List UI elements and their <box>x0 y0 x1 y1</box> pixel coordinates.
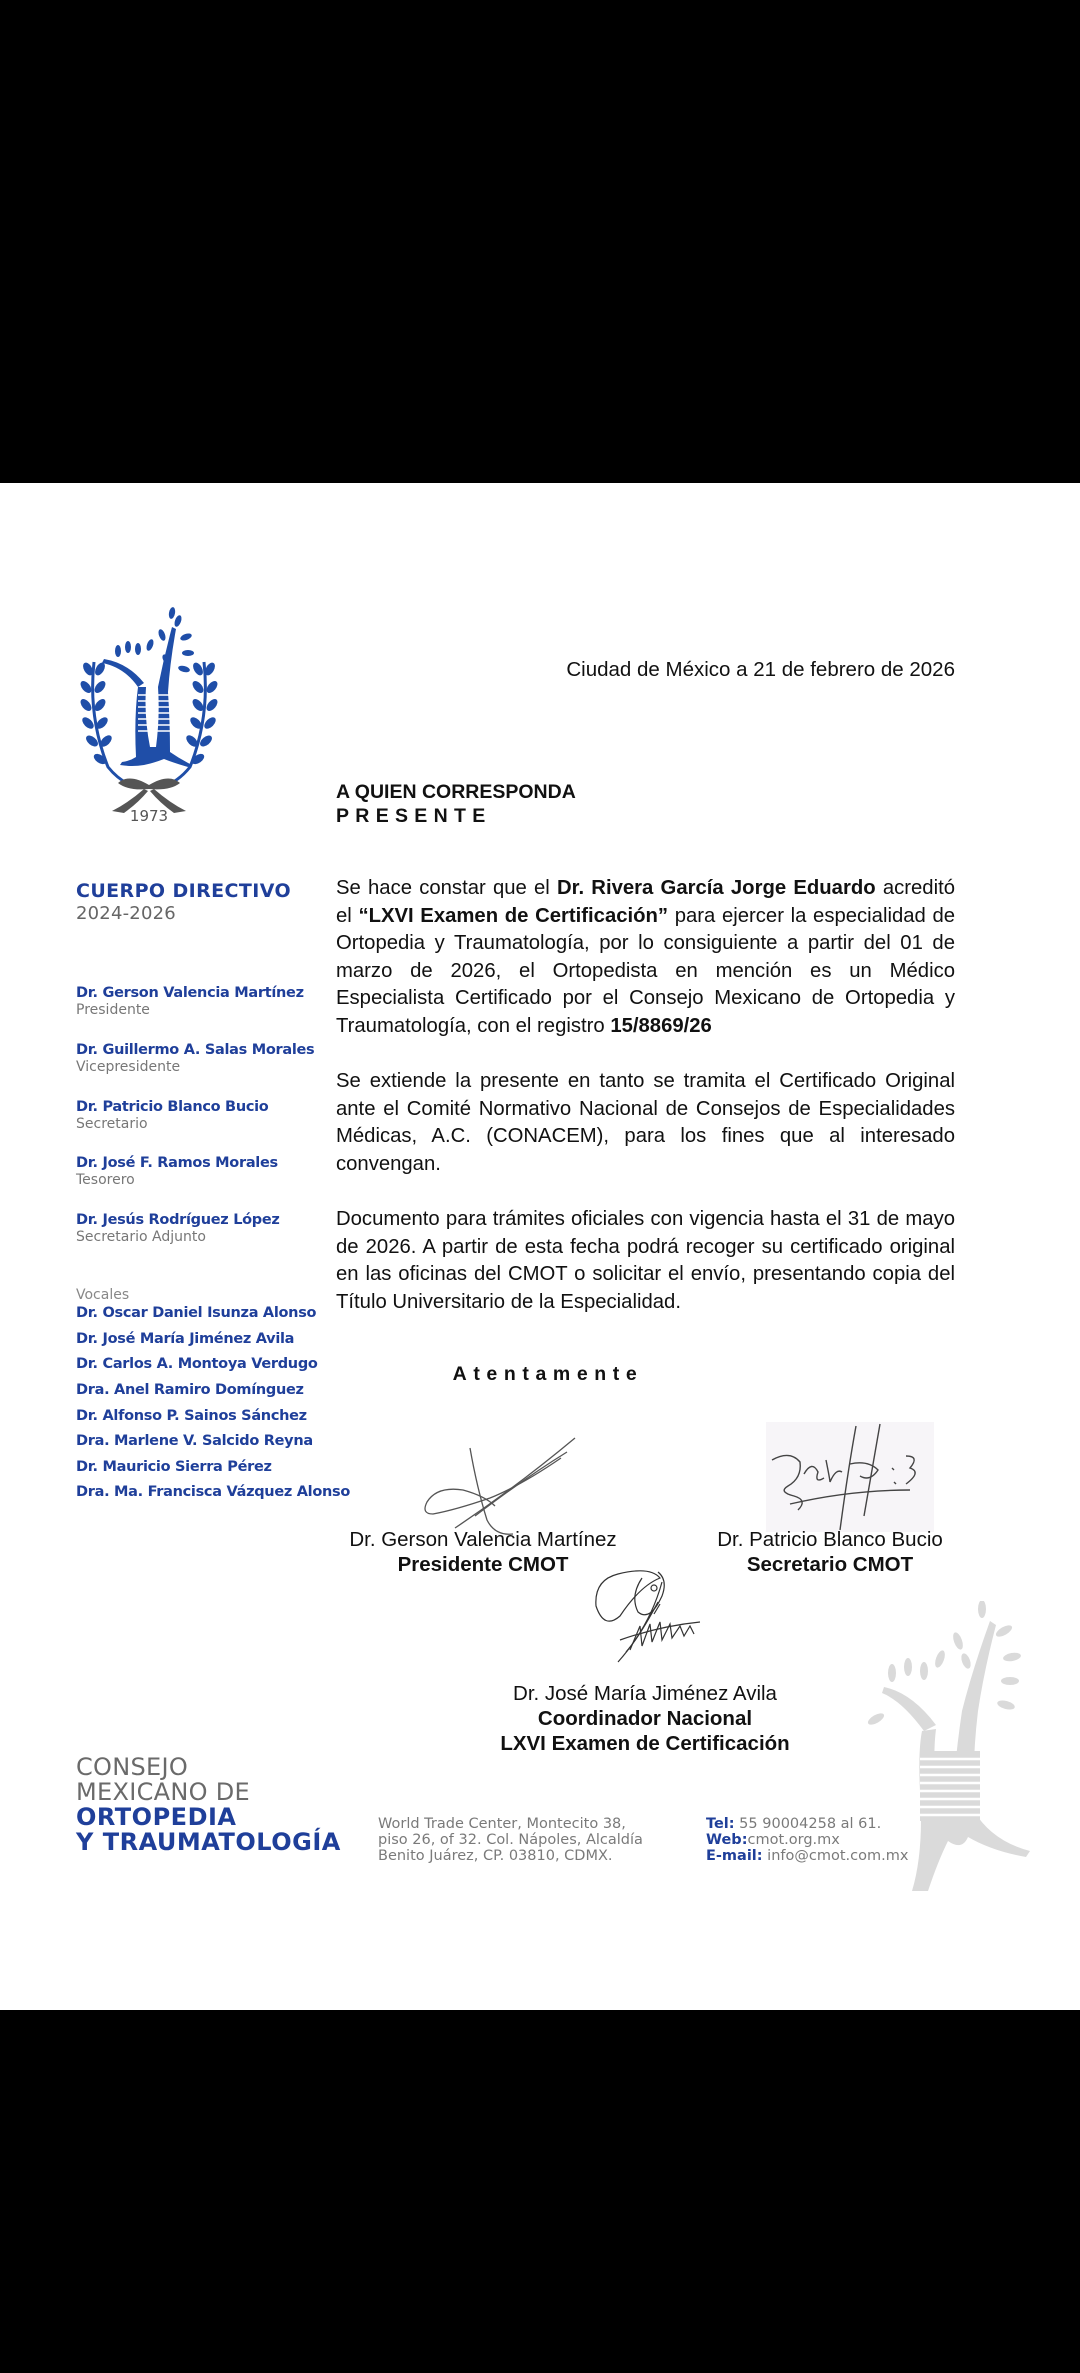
cmot-laurel-tree-logo-icon <box>74 607 224 827</box>
signature-president-icon <box>415 1428 585 1538</box>
vocal-name: Dra. Anel Ramiro Domínguez <box>76 1382 304 1398</box>
contact-tel <box>706 1816 908 1832</box>
addressee-line: A QUIEN CORRESPONDA <box>336 781 576 803</box>
exam-name: “LXVI Examen de Certificación” <box>358 904 669 927</box>
officer-name: Dr. Jesús Rodríguez López <box>76 1212 280 1228</box>
signer-title-2: LXVI Examen de Certificación <box>500 1732 790 1755</box>
signer-president <box>333 1527 633 1577</box>
officer-entry <box>76 1098 268 1133</box>
email-link[interactable]: info@cmot.com.mx <box>762 1848 909 1864</box>
officer-role: Vicepresidente <box>76 1059 181 1075</box>
officer-role: Tesorero <box>76 1172 135 1188</box>
web-link[interactable]: cmot.org.mx <box>747 1832 840 1848</box>
address-line: Benito Juárez, CP. 03810, CDMX. <box>378 1848 613 1864</box>
organization-name-block <box>76 1755 341 1855</box>
officer-entry <box>76 1041 314 1076</box>
tel-value: 55 90004258 al 61. <box>734 1816 882 1832</box>
vocal-name: Dr. Carlos A. Montoya Verdugo <box>76 1356 318 1372</box>
contact-web <box>706 1832 908 1848</box>
org-name-line: MEXICANO DE <box>76 1778 250 1806</box>
officer-name: Dr. José F. Ramos Morales <box>76 1155 278 1171</box>
officer-role: Secretario Adjunto <box>76 1229 206 1245</box>
certification-paragraph <box>336 875 955 1041</box>
vocal-name: Dra. Ma. Francisca Vázquez Alonso <box>76 1484 351 1500</box>
signer-secretary <box>690 1527 970 1577</box>
text: para ejercer la especialidad de Ortopedia y Traumatología, por lo consiguiente a partir del 01 de marzo de 2026, el Ortopedista en mención es un Médico Especialista Certificado por el Consejo Mexicano de Ortopedia y Traumatología, con el registro <box>336 904 955 1037</box>
vocal-name: Dr. Oscar Daniel Isunza Alonso <box>76 1305 317 1321</box>
footer-contact <box>706 1816 908 1864</box>
footer-address <box>378 1816 643 1864</box>
officer-entry <box>76 984 304 1019</box>
officer-entry <box>76 1154 278 1189</box>
addressee-presente: PRESENTE <box>336 805 492 827</box>
org-name-line: Y TRAUMATOLOGÍA <box>76 1828 341 1856</box>
sidebar-title: CUERPO DIRECTIVO <box>76 880 292 902</box>
validity-paragraph: Documento para trámites oficiales con vigencia hasta el 31 de mayo de 2026. A partir de esta fecha podrá recoger su certificado original en las oficinas del CMOT o solicitar el envío, presentando copia del Título Universitario de la Especialidad. <box>336 1208 955 1313</box>
signer-coordinator <box>470 1681 820 1756</box>
sidebar-period: 2024-2026 <box>76 903 176 924</box>
officer-role: Secretario <box>76 1116 148 1132</box>
registration-number: 15/8869/26 <box>610 1014 712 1037</box>
address-line: World Trade Center, Montecito 38, <box>378 1816 626 1832</box>
doctor-name: Dr. Rivera García Jorge Eduardo <box>557 877 876 899</box>
text: Se hace constar que el <box>336 877 558 899</box>
officer-name: Dr. Patricio Blanco Bucio <box>76 1099 269 1115</box>
officer-role: Presidente <box>76 1002 150 1018</box>
email-label: E-mail: <box>706 1848 763 1864</box>
vocal-name: Dr. Alfonso P. Sainos Sánchez <box>76 1408 307 1424</box>
closing-atentamente: Atentamente <box>452 1363 644 1385</box>
letter-date: Ciudad de México a 21 de febrero de 2026 <box>566 658 955 681</box>
signer-title: Secretario CMOT <box>746 1553 914 1576</box>
vocal-name: Dr. José María Jiménez Avila <box>76 1331 295 1347</box>
address-line: piso 26, of 32. Col. Nápoles, Alcaldía <box>378 1832 643 1848</box>
signature-coordinator-icon <box>590 1566 715 1666</box>
svg-text:1973: 1973 <box>129 807 169 825</box>
officer-entry <box>76 1211 280 1246</box>
text: acreditó el <box>336 877 956 927</box>
signer-name: Dr. Patricio Blanco Bucio <box>717 1528 943 1551</box>
conacem-paragraph: Se extiende la presente en tanto se tramita el Certificado Original ante el Comité Normativo Nacional de Consejos de Especialidades Médicas, A.C. (CONACEM), para los fines que al interesado convengan. <box>336 1070 955 1175</box>
signer-title: Coordinador Nacional <box>537 1707 753 1730</box>
org-name-line: CONSEJO <box>76 1753 189 1781</box>
signer-name: Dr. José María Jiménez Avila <box>513 1682 777 1705</box>
officer-name: Dr. Guillermo A. Salas Morales <box>76 1042 315 1058</box>
vocal-name: Dr. Mauricio Sierra Pérez <box>76 1459 272 1475</box>
vocales-label: Vocales <box>76 1287 130 1303</box>
tel-label: Tel: <box>706 1816 735 1832</box>
contact-email <box>706 1848 908 1864</box>
org-name-line: ORTOPEDIA <box>76 1803 237 1831</box>
signer-title: Presidente CMOT <box>397 1553 569 1576</box>
web-label: Web: <box>706 1832 748 1848</box>
officer-name: Dr. Gerson Valencia Martínez <box>76 985 304 1001</box>
signer-name: Dr. Gerson Valencia Martínez <box>349 1528 617 1551</box>
vocal-name: Dra. Marlene V. Salcido Reyna <box>76 1433 313 1449</box>
document-page <box>0 483 1080 2010</box>
